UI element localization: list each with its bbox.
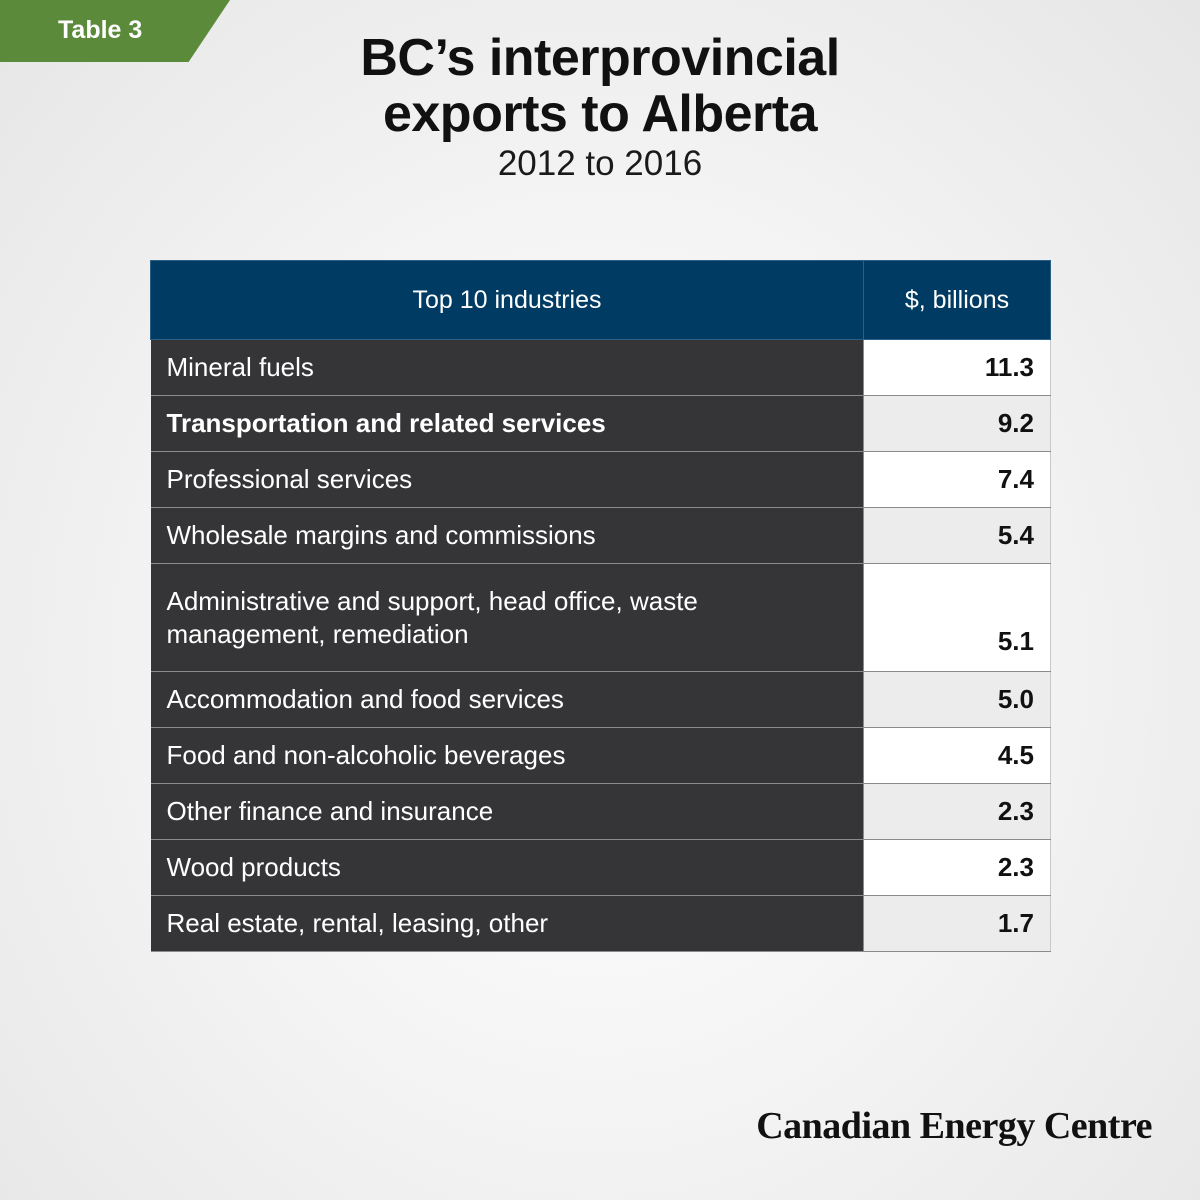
industry-cell: Transportation and related services <box>151 396 864 452</box>
title-line-1: BC’s interprovincial <box>360 29 840 87</box>
value-cell: 5.0 <box>864 672 1051 728</box>
table-row <box>151 452 1051 508</box>
table-row <box>151 340 1051 396</box>
value-cell: 9.2 <box>864 396 1051 452</box>
industry-cell: Administrative and support, head office, waste management, remediation <box>151 564 864 672</box>
title-line-2: exports to Alberta <box>382 85 818 143</box>
table-number-label: Table 3 <box>58 16 143 44</box>
industry-cell: Accommodation and food services <box>151 672 864 728</box>
exports-table <box>150 260 1051 952</box>
table-row <box>151 896 1051 952</box>
industry-cell: Food and non-alcoholic beverages <box>151 728 864 784</box>
table-row <box>151 728 1051 784</box>
value-cell: 4.5 <box>864 728 1051 784</box>
value-cell: 7.4 <box>864 452 1051 508</box>
value-cell: 1.7 <box>864 896 1051 952</box>
header-industries: Top 10 industries <box>151 261 864 340</box>
industry-cell: Real estate, rental, leasing, other <box>151 896 864 952</box>
table-header-row <box>151 261 1051 340</box>
industry-cell: Other finance and insurance <box>151 784 864 840</box>
subtitle: 2012 to 2016 <box>497 144 703 183</box>
table-row <box>151 840 1051 896</box>
table-row <box>151 396 1051 452</box>
value-cell: 2.3 <box>864 784 1051 840</box>
value-cell: 2.3 <box>864 840 1051 896</box>
table-row <box>151 564 1051 672</box>
header-value: $, billions <box>864 261 1051 340</box>
industry-cell: Wood products <box>151 840 864 896</box>
table-row <box>151 672 1051 728</box>
value-cell: 5.4 <box>864 508 1051 564</box>
industry-cell: Mineral fuels <box>151 340 864 396</box>
table-row <box>151 784 1051 840</box>
value-cell: 11.3 <box>864 340 1051 396</box>
brand-logo: Canadian Energy Centre <box>756 1105 1152 1147</box>
value-cell: 5.1 <box>864 564 1051 672</box>
table-row <box>151 508 1051 564</box>
industry-cell: Wholesale margins and commissions <box>151 508 864 564</box>
industry-cell: Professional services <box>151 452 864 508</box>
